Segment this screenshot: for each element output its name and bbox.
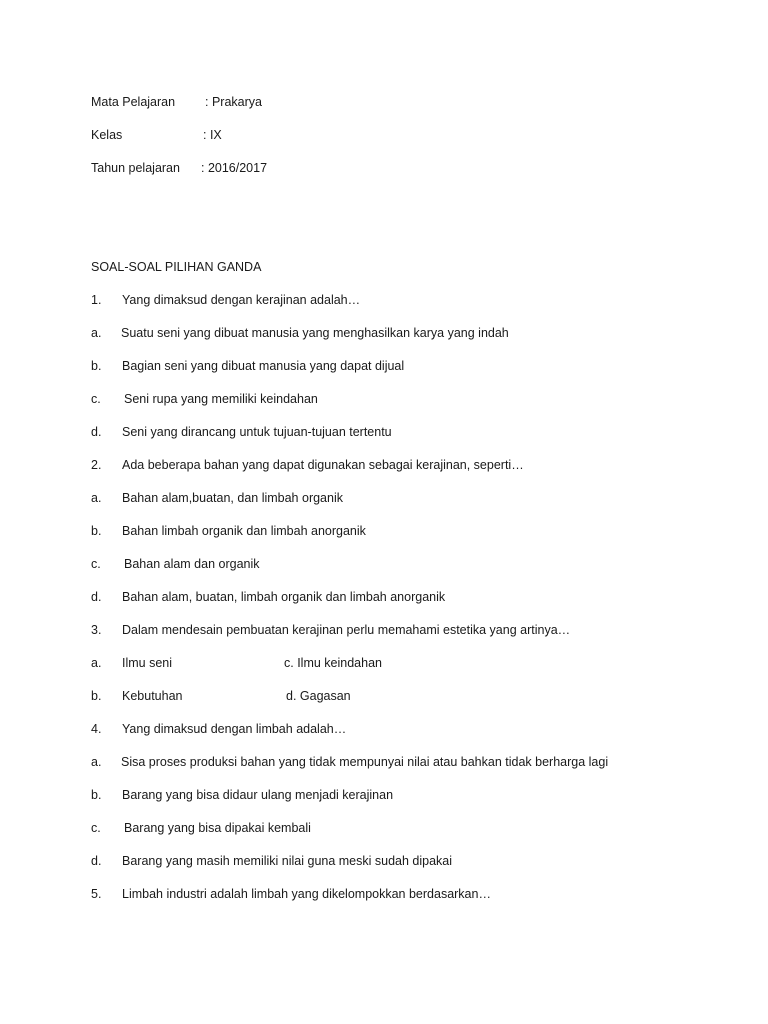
class-value: : IX: [203, 128, 222, 142]
year-value: : 2016/2017: [201, 161, 268, 175]
item-text: Kebutuhan: [122, 689, 183, 703]
year-label: Tahun pelajaran: [91, 161, 180, 175]
item-text: Seni rupa yang memiliki keindahan: [124, 392, 318, 406]
item-text: Barang yang bisa dipakai kembali: [124, 821, 311, 835]
item-text: Sisa proses produksi bahan yang tidak mempunyai nilai atau bahkan tidak berharga lagi: [121, 755, 609, 769]
item-text: Seni yang dirancang untuk tujuan-tujuan tertentu: [122, 425, 392, 439]
item-text: Suatu seni yang dibuat manusia yang menghasilkan karya yang indah: [121, 326, 509, 340]
item-marker: d.: [91, 854, 102, 868]
item-marker: a.: [91, 755, 102, 769]
item-marker: 1.: [91, 293, 102, 307]
section-title: SOAL-SOAL PILIHAN GANDA: [91, 260, 262, 274]
item-text: Barang yang bisa didaur ulang menjadi kerajinan: [122, 788, 394, 802]
item-marker: 2.: [91, 458, 102, 472]
item-text: Yang dimaksud dengan kerajinan adalah…: [122, 293, 361, 307]
item-marker: c.: [91, 557, 101, 571]
subject-label: Mata Pelajaran: [91, 95, 176, 109]
item-marker: b.: [91, 689, 102, 703]
item-text: Bahan limbah organik dan limbah anorganik: [122, 524, 366, 538]
item-text: Barang yang masih memiliki nilai guna meski sudah dipakai: [122, 854, 453, 868]
item-marker: 5.: [91, 887, 102, 901]
item-marker: d.: [91, 425, 102, 439]
item-text: Bahan alam,buatan, dan limbah organik: [122, 491, 343, 505]
item-marker: a.: [91, 491, 102, 505]
item-marker: a.: [91, 656, 102, 670]
item-text-second-column: c. Ilmu keindahan: [284, 656, 382, 670]
item-marker: a.: [91, 326, 102, 340]
item-text: Bahan alam, buatan, limbah organik dan limbah anorganik: [122, 590, 446, 604]
item-text: Yang dimaksud dengan limbah adalah…: [122, 722, 347, 736]
item-text: Ada beberapa bahan yang dapat digunakan sebagai kerajinan, seperti…: [122, 458, 524, 472]
item-text: Limbah industri adalah limbah yang dikelompokkan berdasarkan…: [122, 887, 491, 901]
item-marker: c.: [91, 392, 101, 406]
item-marker: c.: [91, 821, 101, 835]
item-marker: b.: [91, 524, 102, 538]
class-label: Kelas: [91, 128, 123, 142]
item-marker: 3.: [91, 623, 102, 637]
item-text: Ilmu seni: [122, 656, 173, 670]
item-marker: b.: [91, 359, 102, 373]
item-marker: b.: [91, 788, 102, 802]
item-text-second-column: d. Gagasan: [286, 689, 351, 703]
subject-value: : Prakarya: [205, 95, 262, 109]
item-text: Bahan alam dan organik: [124, 557, 260, 571]
item-text: Dalam mendesain pembuatan kerajinan perlu memahami estetika yang artinya…: [122, 623, 571, 637]
item-marker: 4.: [91, 722, 102, 736]
item-text: Bagian seni yang dibuat manusia yang dapat dijual: [122, 359, 405, 373]
item-marker: d.: [91, 590, 102, 604]
